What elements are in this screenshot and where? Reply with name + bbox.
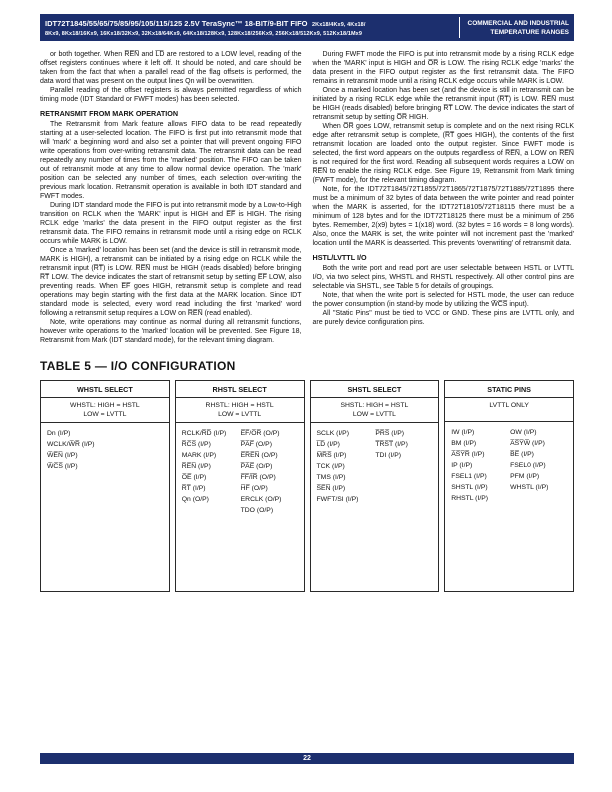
- pin-label: MARK (I/P): [181, 452, 217, 459]
- group-condition: [311, 398, 439, 423]
- pin-column-2: [241, 428, 298, 516]
- footer-bar: [40, 753, 574, 764]
- paragraph: Both the write port and read port are user selectable between HSTL or LVTTL I/O, via two select pins, WHSTL and RHSTL respectively. All other control pins are selectable via SHSTL, see Table 5 for details of groupings.: [312, 265, 574, 290]
- pin-label: IP (I/P): [451, 462, 473, 469]
- retransmit-from-mark-heading: RETRANSMIT FROM MARK OPERATION: [40, 109, 179, 118]
- table5-section: [40, 359, 574, 592]
- group-header: RHSTL SELECT: [176, 381, 304, 398]
- density-list-line-1: 2Kx18/4Kx9, 4Kx18/: [311, 22, 366, 28]
- pin-column-1: [182, 428, 239, 505]
- io-configuration-table: [40, 380, 574, 592]
- table-group-whstl-select: [40, 380, 170, 592]
- left-column: [40, 50, 302, 345]
- group-condition: [176, 398, 304, 423]
- pin-column-1: [47, 428, 104, 472]
- group-header: STATIC PINS: [445, 381, 573, 398]
- table5-title: TABLE 5 — I/O CONFIGURATION: [40, 359, 236, 373]
- pin-label: T̅R̅S̅T̅ (I/P): [375, 441, 408, 448]
- temperature-range-block: [459, 17, 569, 38]
- pin-label: S̅E̅N̅ (I/P): [316, 485, 346, 492]
- title-line-1: [45, 17, 365, 30]
- paragraph: Note, that when the write port is selected for HSTL mode, the user can reduce the power consumption (in stand-by mode by utilizing the W̅C̅S̅ input).: [312, 292, 574, 308]
- pin-label: RCLK/R̅D̅ (I/P): [181, 430, 227, 437]
- hstl-lvttl-heading: HSTL/LVTTL I/O: [312, 253, 367, 262]
- page-number: 22: [303, 755, 311, 762]
- part-number-title: IDT72T1845/55/65/75/85/95/105/115/125 2.5V TeraSync™ 18-BIT/9-BIT FIFO: [45, 19, 308, 28]
- pin-label: PFM (I/P): [510, 473, 540, 480]
- pin-column-1: [451, 427, 508, 504]
- density-list-line-2: 8Kx9, 8Kx18/16Kx9, 16Kx18/32Kx9, 32Kx18/64Kx9, 64Kx18/128Kx9, 128Kx18/256Kx9, 256Kx18/512Kx9, 512Kx18/1Mx9: [45, 31, 362, 37]
- body-content: [40, 50, 574, 345]
- table-group-static-pins: [444, 380, 574, 592]
- temperature-range-line-1: COMMERCIAL AND INDUSTRIAL: [467, 19, 569, 27]
- pin-label: R̅E̅N̅ (I/P): [181, 463, 211, 470]
- table-group-rhstl-select: [175, 380, 305, 592]
- condition-line-2: LOW = LVTTL: [352, 411, 396, 418]
- pin-label: F̅F̅/I̅R̅ (O/P): [240, 474, 276, 481]
- paragraph: Note, for the IDT72T1845/72T1855/72T1865/72T1875/72T1885/72T1895 there must be a minimum of 32 bytes of data between the write pointer and read pointer when the MARK is asserted, for the IDT72T18105/72T18115 there must be a minimum of 128 bytes and for the IDT72T18125 there must be a minimum of 256 bytes. Remember, 2(x9) bytes = 1(x18) word. (32 bytes = 16 words = 8 long words). Also, once the MARK is set, the write pointer will not increment past the 'marked' location until the MARK is deasserted. This prevents 'overwriting' of retransmit data.: [312, 186, 574, 247]
- paragraph: The Retransmit from Mark feature allows FIFO data to be read repeatedly starting at a user-selected location. The FIFO is first put into retransmit mode that will 'mark' a beginning word and also set a pointer that will prevent ongoing FIFO write operations from over-writing retransmit data. The retransmit data can be read repeatedly any number of times from the 'marked' position. The FIFO can be taken out of retransmit mode at any time to allow normal device operation. The 'mark' position can be selected any number of times, each selection over-writing the previous mark location. Retransmit operation is available in both IDT standard and FWFT modes.: [40, 121, 302, 200]
- group-condition: [41, 398, 169, 423]
- group-header: WHSTL SELECT: [41, 381, 169, 398]
- document-title: [45, 17, 365, 38]
- pin-label: FSEL1 (I/P): [451, 473, 487, 480]
- pin-label: W̅C̅S̅ (I/P): [47, 463, 78, 470]
- pin-label: A̅S̅Y̅R̅ (I/P): [451, 451, 485, 458]
- condition-line-1: SHSTL: HIGH = HSTL: [340, 402, 409, 409]
- pin-label: FSEL0 (I/P): [510, 462, 546, 469]
- paragraph: During IDT standard mode the FIFO is put into retransmit mode by a Low-to-High transition on RCLK when the 'MARK' input is HIGH and E̅F̅ is HIGH. The rising RCLK edge 'marks' the data present in the FIFO output register as the first retransmit data. The FIFO remains in retransmit mode until a rising edge on RCLK occurs while MARK is LOW.: [40, 202, 302, 245]
- table-group-shstl-select: [310, 380, 440, 592]
- pin-label: ERCLK (O/P): [240, 496, 282, 503]
- fwft-paragraphs: [313, 50, 575, 248]
- pin-label: E̅R̅E̅N̅ (O/P): [240, 452, 278, 459]
- right-column: [313, 50, 575, 345]
- pin-column-1: [317, 428, 374, 505]
- paragraph: Once a marked location has been set (and the device is still in retransmit can be initiated by a rising RCLK edge while the retransmit input (R̅T̅) is LOW. R̅E̅N̅ must be HIGH (reads disabled) before bringing R̅T̅ LOW. The device indicates the start of retransmit setup by setting O̅R̅ HIGH.: [312, 87, 574, 121]
- retransmit-paragraphs: [40, 120, 302, 345]
- condition-line-1: LVTTL ONLY: [489, 402, 529, 409]
- paragraph: Note, write operations may continue as normal during all retransmit functions, however write operations to the 'marked' location will be prevented. See Figure 18, Retransmit from Mark (IDT standard mode), for the relevant timing diagram.: [40, 319, 302, 344]
- pin-label: IW (I/P): [451, 429, 475, 436]
- pin-label: TDI (I/P): [375, 452, 402, 459]
- pin-label: FWFT/SI (I/P): [316, 496, 359, 503]
- pin-label: R̅C̅S̅ (I/P): [181, 441, 211, 448]
- pin-label: WCLK/W̅R̅ (I/P): [47, 441, 95, 448]
- group-header: SHSTL SELECT: [311, 381, 439, 398]
- pin-label: O̅E̅ (I/P): [181, 474, 207, 481]
- condition-line-2: LOW = LVTTL: [83, 411, 127, 418]
- pin-label: OW (I/P): [510, 429, 537, 436]
- pin-label: E̅F̅/O̅R̅ (O/P): [240, 430, 280, 437]
- pin-label: TMS (I/P): [316, 474, 346, 481]
- pin-label: P̅A̅F̅ (O/P): [240, 441, 272, 448]
- group-pins: [445, 422, 573, 590]
- pin-label: SHSTL (I/P): [451, 484, 488, 491]
- paragraph: During FWFT mode the FIFO is put into retransmit mode by a rising RCLK edge when the 'MARK' input is HIGH and O̅R̅ is LOW. The rising RCLK edge 'marks' the data present in the FIFO output register as the first retransmit data. The FIFO remains in retransmit mode until a rising RCLK edge occurs while MARK is LOW.: [312, 51, 574, 85]
- pin-label: P̅A̅E̅ (O/P): [240, 463, 273, 470]
- pin-label: A̅S̅Y̅W̅ (I/P): [510, 440, 545, 447]
- pin-label: R̅T̅ (I/P): [181, 485, 206, 492]
- header-bar: [40, 14, 574, 41]
- pin-label: M̅R̅S̅ (I/P): [316, 452, 347, 459]
- paragraph: Once a 'marked' location has been set (and the device is still in retransmit mode, MARK is HIGH), a retransmit can be initiated by a rising edge on RCLK while the retransmit input (R̅T̅) is LOW. R̅E̅N̅ must be HIGH (reads disabled) before bringing R̅T̅ LOW. The device indicates the start of retransmit setup by setting E̅F̅ LOW, also preventing reads. When E̅F̅ goes HIGH, retransmit setup is complete and read operations may begin starting with the first data at the MARK location. Since IDT standard mode is selected, every word read including the first 'marked' word following a retransmit setup requires a LOW on R̅E̅N̅ (read enabled).: [40, 247, 302, 317]
- pin-column-2: [510, 427, 567, 493]
- pin-label: RHSTL (I/P): [451, 495, 489, 502]
- temperature-range-line-2: TEMPERATURE RANGES: [490, 28, 569, 36]
- pin-label: TDO (O/P): [240, 507, 274, 514]
- condition-line-2: LOW = LVTTL: [218, 411, 262, 418]
- pin-label: Qn (O/P): [181, 496, 209, 503]
- pin-label: TCK (I/P): [316, 463, 345, 470]
- pin-label: H̅F̅ (O/P): [240, 485, 268, 492]
- pin-label: SCLK (I/P): [316, 430, 349, 437]
- paragraph: All "Static Pins" must be tied to VCC or GND. These pins are LVTTL only, and are purely device configuration pins.: [312, 310, 574, 326]
- condition-line-1: RHSTL: HIGH = HSTL: [205, 402, 274, 409]
- intro-paragraphs: [40, 50, 302, 104]
- hstl-paragraphs: [313, 264, 575, 327]
- paragraph: or both together. When R̅E̅N̅ and L̅D̅ are restored to a LOW level, reading of the offset registers continues where it left off. It should be noted, and care should be taken from the fact that when a parallel read of the flag offsets is performed, the data word that was present on the output lines Qn will be overwritten.: [40, 51, 302, 85]
- pin-label: BM (I/P): [451, 440, 477, 447]
- group-pins: [311, 423, 439, 591]
- pin-label: WHSTL (I/P): [510, 484, 549, 491]
- group-pins: [41, 423, 169, 591]
- pin-label: P̅R̅S̅ (I/P): [375, 430, 405, 437]
- pin-column-2: [375, 428, 432, 461]
- group-pins: [176, 423, 304, 591]
- pin-label: B̅E̅ (I/P): [510, 451, 534, 458]
- condition-line-1: WHSTL: HIGH = HSTL: [70, 402, 140, 409]
- pin-label: L̅D̅ (I/P): [316, 441, 340, 448]
- pin-label: Dn (I/P): [47, 430, 71, 437]
- paragraph: When O̅R̅ goes LOW, retransmit setup is complete and on the next rising RCLK edge after retransmit setup is complete, (R̅T̅ goes HIGH), the contents of the first retransmit location are loaded onto the output register. Since FWFT mode is selected, the first word appears on the outputs regardless of R̅E̅N̅, a LOW on R̅E̅N̅ is not required for the first word. Reading all subsequent words requires a LOW on R̅E̅N̅ to enable the rising RCLK edge. See Figure 19, Retransmit from Mark timing (FWFT mode), for the relevant timing diagram.: [312, 123, 574, 184]
- paragraph: Parallel reading of the offset registers is always permitted regardless of which timing mode (IDT Standard or FWFT modes) has been selected.: [40, 87, 302, 103]
- pin-label: W̅E̅N̅ (I/P): [47, 452, 78, 459]
- group-condition: [445, 398, 573, 422]
